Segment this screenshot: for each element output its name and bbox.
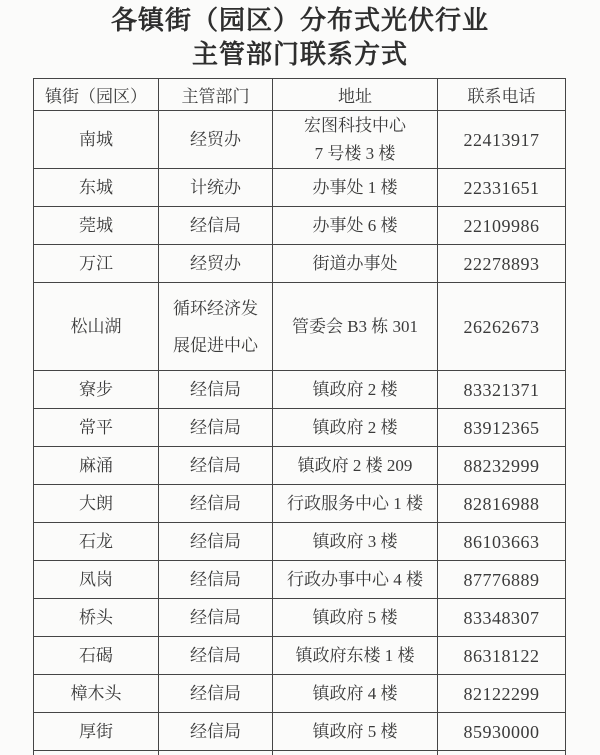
cell-line: 经信局 (190, 493, 241, 513)
page-title-line2: 主管部门联系方式 (191, 40, 408, 69)
cell-line: 镇政府东楼 1 楼 (295, 645, 415, 665)
cell-phone (438, 245, 566, 283)
cell-line: 厚街 (79, 721, 113, 741)
cell-line: 办事处 6 楼 (312, 215, 398, 235)
cell-line: 经信局 (190, 569, 241, 589)
cell-line: 经信局 (190, 455, 241, 475)
cell-line: 22278893 (463, 253, 540, 274)
cell-town (34, 409, 159, 447)
table-header-row (34, 79, 566, 111)
table-row (34, 245, 566, 283)
column-header-dept: 主管部门 (159, 79, 273, 111)
cell-address (273, 523, 438, 561)
cell-address (273, 599, 438, 637)
cell-line: 86318122 (463, 645, 540, 666)
cell-address (273, 111, 438, 169)
cell-line: 寮步 (79, 379, 113, 399)
cell-dept (159, 409, 273, 447)
cell-dept (159, 245, 273, 283)
cell-line: 镇政府 2 楼 (312, 417, 398, 437)
cell-line: 85930000 (463, 721, 540, 742)
table-body (34, 111, 566, 755)
cell-line: 行政办事中心 4 楼 (287, 569, 423, 589)
cell-phone (438, 713, 566, 751)
cell-town (34, 561, 159, 599)
column-header-address: 地址 (273, 79, 438, 111)
column-header-town: 镇街（园区） (34, 79, 159, 111)
cell-line: 经信局 (190, 645, 241, 665)
table-row (34, 447, 566, 485)
cell-address (273, 207, 438, 245)
page-title-line1: 各镇街（园区）分布式光伏行业 (110, 6, 489, 35)
cell-line: 展促进中心 (173, 335, 258, 355)
cell-town (34, 637, 159, 675)
table-row (34, 713, 566, 751)
cell-line: 镇政府 2 楼 209 (297, 455, 413, 475)
cell-line: 经信局 (190, 607, 241, 627)
cell-address (273, 447, 438, 485)
cell-line: 82122299 (463, 683, 540, 704)
cell-line: 松山湖 (70, 316, 122, 336)
cell-line: 经信局 (190, 721, 241, 741)
cell-dept (159, 675, 273, 713)
cell-dept (159, 523, 273, 561)
cell-line: 宏图科技中心 (304, 115, 406, 135)
cell-dept (159, 485, 273, 523)
cell-line: 7 号楼 3 楼 (314, 143, 396, 163)
cell-dept (159, 283, 273, 371)
cell-line: 凤岗 (79, 569, 113, 589)
table-row (34, 371, 566, 409)
cell-empty (159, 751, 273, 755)
cell-phone (438, 409, 566, 447)
cell-line: 循环经济发 (173, 298, 258, 318)
cell-line: 88232999 (463, 455, 540, 476)
table-row (34, 561, 566, 599)
cell-address (273, 637, 438, 675)
table-row (34, 409, 566, 447)
cell-phone (438, 283, 566, 371)
cell-line: 樟木头 (70, 683, 122, 703)
cell-line: 镇政府 4 楼 (312, 683, 398, 703)
cell-line: 83321371 (463, 379, 540, 400)
cell-line: 83348307 (463, 607, 540, 628)
table-row (34, 111, 566, 169)
cell-line: 计统办 (190, 177, 241, 197)
cell-line: 86103663 (463, 531, 540, 552)
cell-town (34, 447, 159, 485)
cell-line: 管委会 B3 栋 301 (291, 316, 419, 336)
cell-town (34, 599, 159, 637)
cell-line: 镇政府 5 楼 (312, 607, 398, 627)
cell-phone (438, 111, 566, 169)
cell-line: 26262673 (463, 316, 540, 337)
cell-phone (438, 523, 566, 561)
cell-line: 常平 (79, 417, 113, 437)
cell-town (34, 169, 159, 207)
cell-phone (438, 207, 566, 245)
cell-town (34, 713, 159, 751)
cell-address (273, 283, 438, 371)
table-row-cutoff (34, 751, 566, 755)
cell-line: 莞城 (79, 215, 113, 235)
cell-line: 83912365 (463, 417, 540, 438)
table-row (34, 599, 566, 637)
cell-dept (159, 371, 273, 409)
cell-line: 南城 (79, 129, 113, 149)
table-row (34, 283, 566, 371)
cell-town (34, 207, 159, 245)
cell-line: 87776889 (463, 569, 540, 590)
cell-dept (159, 713, 273, 751)
cell-town (34, 283, 159, 371)
cell-line: 镇政府 2 楼 (312, 379, 398, 399)
cell-dept (159, 599, 273, 637)
cell-address (273, 485, 438, 523)
table-header (34, 79, 566, 111)
cell-line: 石龙 (79, 531, 113, 551)
cell-line: 石碣 (79, 645, 113, 665)
table-row (34, 523, 566, 561)
cell-line: 经信局 (190, 215, 241, 235)
page-title (0, 4, 600, 72)
cell-dept (159, 207, 273, 245)
cell-dept (159, 111, 273, 169)
cell-phone (438, 371, 566, 409)
cell-town (34, 111, 159, 169)
cell-town (34, 485, 159, 523)
cell-address (273, 371, 438, 409)
cell-address (273, 713, 438, 751)
cell-line: 22109986 (463, 215, 540, 236)
cell-line: 82816988 (463, 493, 540, 514)
cell-town (34, 245, 159, 283)
cell-address (273, 561, 438, 599)
cell-address (273, 245, 438, 283)
cell-line: 万江 (79, 253, 113, 273)
cell-dept (159, 561, 273, 599)
table-row (34, 169, 566, 207)
cell-line: 经贸办 (190, 129, 241, 149)
cell-dept (159, 637, 273, 675)
table-row (34, 675, 566, 713)
cell-empty (273, 751, 438, 755)
cell-empty (438, 751, 566, 755)
cell-line: 经贸办 (190, 253, 241, 273)
cell-line: 办事处 1 楼 (312, 177, 398, 197)
cell-line: 经信局 (190, 379, 241, 399)
contact-table (33, 78, 566, 755)
table-row (34, 207, 566, 245)
cell-line: 22413917 (463, 129, 540, 150)
column-header-phone: 联系电话 (438, 79, 566, 111)
cell-line: 桥头 (79, 607, 113, 627)
cell-town (34, 523, 159, 561)
cell-line: 经信局 (190, 531, 241, 551)
cell-town (34, 371, 159, 409)
cell-phone (438, 447, 566, 485)
cell-line: 镇政府 5 楼 (312, 721, 398, 741)
cell-address (273, 409, 438, 447)
cell-phone (438, 169, 566, 207)
cell-phone (438, 637, 566, 675)
cell-empty (34, 751, 159, 755)
cell-dept (159, 169, 273, 207)
cell-line: 经信局 (190, 683, 241, 703)
cell-town (34, 675, 159, 713)
cell-line: 街道办事处 (312, 253, 398, 273)
cell-line: 麻涌 (79, 455, 113, 475)
cell-phone (438, 561, 566, 599)
cell-phone (438, 675, 566, 713)
cell-line: 大朗 (79, 493, 113, 513)
cell-address (273, 675, 438, 713)
cell-dept (159, 447, 273, 485)
cell-line: 经信局 (190, 417, 241, 437)
table-row (34, 485, 566, 523)
cell-line: 行政服务中心 1 楼 (287, 493, 423, 513)
cell-line: 镇政府 3 楼 (312, 531, 398, 551)
table-row (34, 637, 566, 675)
cell-line: 22331651 (463, 177, 540, 198)
cell-line: 东城 (79, 177, 113, 197)
cell-phone (438, 485, 566, 523)
cell-address (273, 169, 438, 207)
cell-phone (438, 599, 566, 637)
